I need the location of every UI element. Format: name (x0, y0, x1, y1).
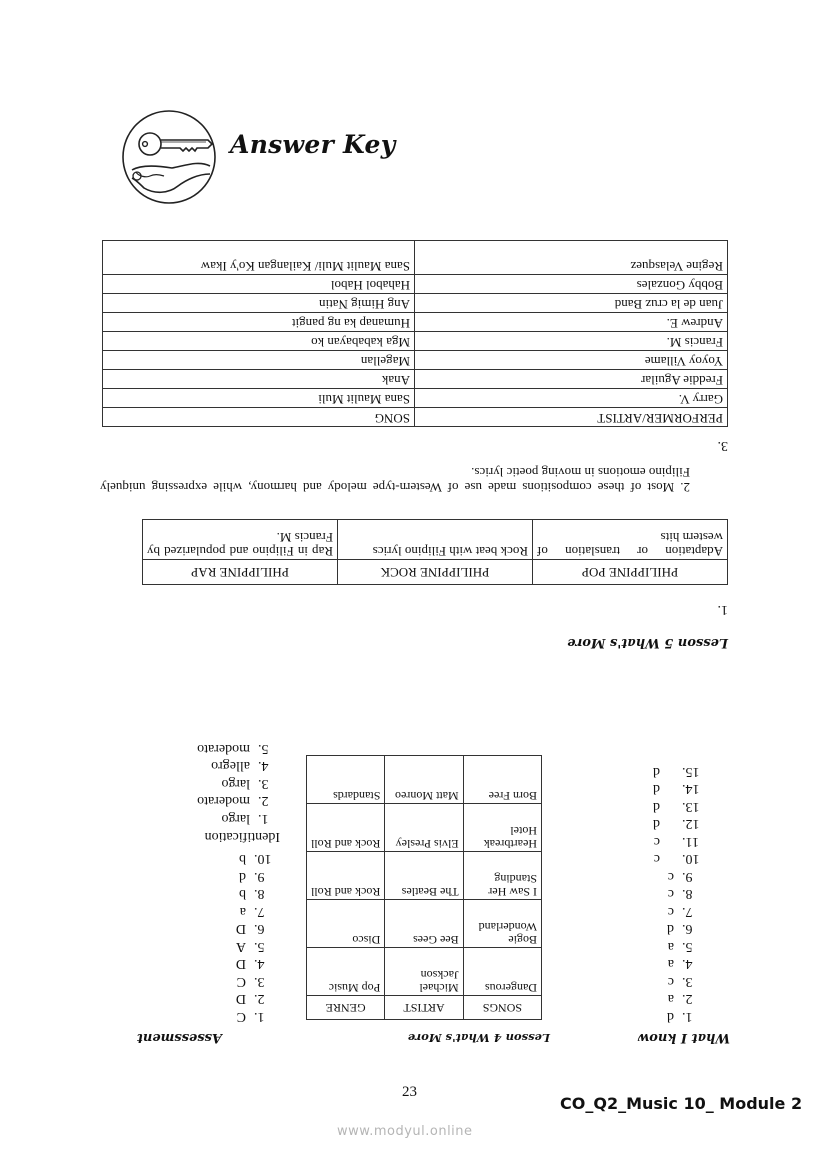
answer-value: a (667, 956, 674, 972)
answer-number: 13. (682, 799, 700, 814)
answer-number: 3. (254, 974, 265, 989)
table-row (307, 948, 542, 996)
song-cell: Heartbreak Hotel (463, 804, 541, 852)
module-code: CO_Q2_Music 10_ Module 2 (560, 1094, 803, 1113)
answer-value: d (239, 869, 246, 884)
what-i-know-title: What I know (638, 1030, 730, 1045)
assessment-title: Assessment (136, 1030, 222, 1045)
answer-value: moderato (197, 741, 250, 756)
performer-cell: Freddie Aguilar (415, 370, 728, 389)
answer-item (653, 798, 710, 816)
answer-item (236, 1008, 280, 1026)
song-cell: Ang Himig Natin (103, 294, 415, 313)
lesson5-title: Lesson 5 What's More (567, 635, 728, 650)
identification-answers (197, 740, 280, 828)
table-row (103, 241, 728, 275)
answer-value: allegro (211, 758, 250, 774)
page-number: 23 (402, 1084, 417, 1100)
answer-item (653, 868, 702, 886)
answer-item (236, 920, 280, 938)
table-row (103, 313, 728, 332)
answer-value: c (653, 834, 660, 849)
song-cell: Anak (103, 370, 415, 389)
answer-item (236, 885, 280, 903)
identification-label: Identification (204, 829, 280, 844)
answer-value: c (667, 974, 674, 989)
song-cell: Dangerous (463, 948, 541, 996)
answer-value: D (235, 991, 246, 1007)
lesson4-title: Lesson 4 What's More (407, 1031, 550, 1045)
genre-table-header (143, 560, 728, 585)
answer-number: 7. (682, 904, 693, 919)
header-genre: GENRE (307, 996, 385, 1020)
answer-number: 9. (682, 869, 693, 884)
answer-number: 12. (682, 816, 700, 832)
lesson5-item2: 2. Most of these compositions made use of Western-type melody and harmony, while expressing uniquely Filipino emotions in moving poetic lyrics. (100, 465, 690, 495)
answer-number: 6. (682, 921, 693, 937)
answer-item (197, 792, 280, 810)
answer-number: 3. (682, 974, 693, 989)
song-cell: Born Free (463, 756, 541, 804)
answer-number: 4. (682, 956, 693, 972)
table-row (103, 351, 728, 370)
table-row (103, 275, 728, 294)
answer-value: d (667, 921, 674, 937)
answer-item (197, 775, 280, 793)
lesson4-table-header (307, 996, 542, 1020)
answer-number: 4. (254, 956, 265, 972)
answer-value: d (653, 781, 660, 797)
genre-desc-pop: Adaptation or translation of western hits (533, 520, 728, 560)
answer-item (197, 740, 280, 758)
answer-value: c (667, 886, 674, 902)
answer-number: 9. (254, 869, 265, 884)
answer-value: A (235, 939, 246, 954)
performer-song-table (102, 240, 728, 427)
answer-value: D (235, 956, 246, 972)
answer-value: largo (221, 811, 250, 826)
answer-value: d (653, 816, 660, 832)
table-row (103, 370, 728, 389)
header-song: SONG (103, 408, 415, 427)
lesson5-item3-label: 3. (717, 438, 728, 453)
table-row (307, 852, 542, 900)
genre-header-pop: PHILIPPINE POP (533, 560, 728, 585)
answer-value: C (236, 974, 246, 989)
page-title: Answer Key (230, 130, 396, 159)
answer-value: d (667, 1009, 674, 1024)
answer-item (197, 757, 280, 775)
header-songs: SONGS (463, 996, 541, 1020)
table-row (103, 294, 728, 313)
answer-value: a (667, 939, 674, 954)
genre-header-rock: PHILIPPINE ROCK (338, 560, 533, 585)
answer-item (197, 810, 280, 828)
song-cell: Sana Maulit Muli (103, 389, 415, 408)
song-cell: Magellan (103, 351, 415, 370)
answer-item (653, 850, 710, 868)
answer-item (653, 885, 702, 903)
answer-item (236, 850, 280, 868)
answer-value: a (667, 991, 674, 1007)
what-i-know-answers (653, 763, 702, 1026)
answer-item (653, 1008, 702, 1026)
lesson4-table (306, 755, 542, 1020)
table-row (307, 900, 542, 948)
answer-value: c (667, 904, 674, 919)
answer-item (236, 903, 280, 921)
answer-number: 1. (254, 1009, 265, 1024)
song-cell: Mga kababayan ko (103, 332, 415, 351)
performer-table-header (103, 408, 728, 427)
answer-item (653, 780, 710, 798)
answer-number: 15. (682, 764, 700, 779)
song-cell: I Saw Her Standing (463, 852, 541, 900)
answer-item (236, 868, 280, 886)
performer-cell: Andrew E. (415, 313, 728, 332)
answer-value: D (235, 921, 246, 937)
answer-value: c (653, 851, 660, 867)
answer-number: 5. (682, 939, 693, 954)
genre-header-rap: PHILIPPINE RAP (143, 560, 338, 585)
performer-cell: Bobby Gonzales (415, 275, 728, 294)
answer-item (653, 763, 710, 781)
artist-cell: The Beatles (385, 852, 463, 900)
genre-desc-rap: Rap in Filipino and popularized by Francis M. (143, 520, 338, 560)
artist-cell: Bee Gees (385, 900, 463, 948)
answer-item (236, 973, 280, 991)
answer-value: b (239, 886, 246, 902)
song-cell: Sana Maulit Muli/ Kailangan Ko'y Ikaw (103, 241, 415, 275)
header-performer: PERFORMER/ARTIST (415, 408, 728, 427)
genre-cell: Rock and Roll (307, 804, 385, 852)
answer-value: d (653, 799, 660, 814)
answer-item (653, 955, 702, 973)
answer-item (653, 990, 702, 1008)
answer-item (653, 920, 702, 938)
genre-cell: Standards (307, 756, 385, 804)
song-cell: Hahabol Habol (103, 275, 415, 294)
answer-number: 5. (254, 939, 265, 954)
answer-item (653, 938, 702, 956)
song-cell: Bogie Wonderland (463, 900, 541, 948)
song-cell: Humanap ka ng pangit (103, 313, 415, 332)
answer-number: 11. (682, 834, 699, 849)
answer-number: 2. (258, 793, 269, 809)
table-row (103, 332, 728, 351)
answer-value: c (667, 869, 674, 884)
answer-item (653, 833, 710, 851)
genre-cell: Rock and Roll (307, 852, 385, 900)
answer-number: 10. (254, 851, 272, 867)
header-artist: ARTIST (385, 996, 463, 1020)
key-in-hand-icon (120, 108, 218, 206)
answer-item (653, 973, 702, 991)
answer-value: a (239, 904, 246, 919)
answer-number: 2. (682, 991, 693, 1007)
answer-item (236, 955, 280, 973)
table-row (103, 389, 728, 408)
artist-cell: Matt Monreo (385, 756, 463, 804)
performer-cell: Francis M. (415, 332, 728, 351)
genre-table-row (143, 520, 728, 560)
answer-value: largo (221, 776, 250, 791)
answer-value: d (653, 764, 660, 779)
answer-item (653, 815, 710, 833)
answer-number: 4. (258, 758, 269, 774)
answer-value: b (239, 851, 246, 867)
answer-number: 2. (254, 991, 265, 1007)
answer-number: 1. (258, 811, 269, 826)
answer-item (653, 903, 702, 921)
performer-cell: Yoyoy Villame (415, 351, 728, 370)
answer-number: 14. (682, 781, 700, 797)
genre-cell: Pop Music (307, 948, 385, 996)
answer-number: 8. (254, 886, 265, 902)
answer-number: 1. (682, 1009, 693, 1024)
lesson5-item1-label: 1. (717, 602, 728, 617)
genre-cell: Disco (307, 900, 385, 948)
genre-table (142, 519, 728, 585)
answer-number: 6. (254, 921, 265, 937)
performer-cell: Garry V. (415, 389, 728, 408)
artist-cell: Elvis Presley (385, 804, 463, 852)
performer-cell: Juan de la cruz Band (415, 294, 728, 313)
performer-cell: Regine Velasquez (415, 241, 728, 275)
answer-number: 3. (258, 776, 269, 791)
genre-desc-rock: Rock beat with Filipino lyrics (338, 520, 533, 560)
answer-value: C (236, 1009, 246, 1024)
table-row (307, 804, 542, 852)
answer-item (236, 990, 280, 1008)
answer-number: 10. (682, 851, 700, 867)
answer-number: 5. (258, 741, 269, 756)
answer-number: 7. (254, 904, 265, 919)
answer-key-content-rotated (100, 230, 730, 1045)
answer-value: moderato (197, 793, 250, 809)
artist-cell: Michael Jackson (385, 948, 463, 996)
answer-number: 8. (682, 886, 693, 902)
answer-item (236, 938, 280, 956)
watermark-link[interactable]: www.modyul.online (337, 1124, 473, 1139)
table-row (307, 756, 542, 804)
assessment-answers (236, 850, 280, 1025)
